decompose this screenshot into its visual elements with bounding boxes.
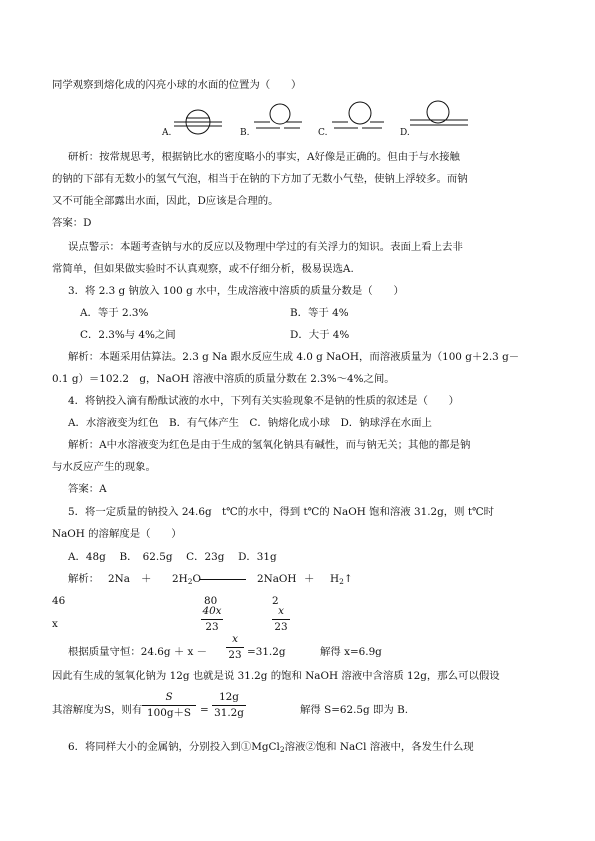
q5-stem-line2: NaOH 的溶解度是（ ）: [52, 528, 182, 540]
equation-arrow-line: [200, 579, 246, 580]
sphere-on-surface-diagram: [318, 100, 398, 140]
solubility-equals: =: [200, 704, 209, 716]
fraction-40x-denominator: 23: [205, 621, 219, 633]
q4-answer: 答案：A: [68, 483, 107, 495]
figure-option-b: [240, 100, 320, 140]
q4-options: A．水溶液变为红色 B．有气体产生 C．钠熔化成小球 D．钠球浮在水面上: [68, 417, 432, 429]
q4-stem: 4．将钠投入滴有酚酞试液的水中，下列有关实验现象不是钠的性质的叙述是（ ）: [68, 395, 460, 407]
q4-analysis-line2: 与水反应产生的现象。: [52, 461, 156, 473]
equation-plus-1: ＋: [141, 573, 152, 585]
equation-plus-2: ＋: [304, 573, 315, 585]
sphere-floating-diagram: [398, 100, 478, 140]
q6-stem: [68, 740, 474, 757]
q3-option-c: C．2.3%与 4%之间: [80, 329, 176, 341]
fraction-40x-numerator: 40x: [202, 605, 222, 617]
conservation-numerator: x: [232, 633, 238, 645]
figure-option-b-label: B.: [240, 128, 250, 138]
warning-line1: 误点警示：本题考查钠与水的反应以及物理中学过的有关浮力的知识。表面上看上去非: [68, 241, 463, 253]
equation-label: 解析：: [68, 573, 100, 585]
analysis1-line2: 的钠的下部有无数小的氢气气泡，相当于在钠的下方加了无数小气垫，使钠上浮较多。而钠: [52, 173, 468, 185]
conservation-fraction: [226, 633, 244, 662]
fraction-40x-over-23: [201, 605, 223, 634]
q5-stem-line1: 5．将一定质量的钠投入 24.6g t℃的水中，得到 t℃的 NaOH 饱和溶液 31.2g，则 t℃时: [68, 506, 495, 518]
q5-options: A．48g B． 62.5g C．23g D．31g: [68, 551, 277, 563]
q3-analysis-line1: 解析：本题采用估算法。2.3 g Na 跟水反应生成 4.0 g NaOH，而溶液质量为（100 g＋2.3 g－: [68, 351, 520, 363]
fraction-x-numerator: x: [278, 605, 284, 617]
warning-line2: 常简单，但如果做实验时不认真观察，或不仔细分析，极易误选A.: [52, 263, 354, 275]
q6-stem-suffix: 溶液②饱和 NaCl 溶液中，各发生什么现: [284, 741, 474, 753]
equation-na: 2Na: [108, 573, 130, 585]
solubility-fraction-right: [212, 691, 246, 720]
solubility-prefix: 其溶解度为S，则有: [52, 704, 143, 716]
fraction-x-denominator: 23: [274, 621, 288, 633]
figure-option-c-label: C.: [318, 128, 328, 138]
q3-stem: 3．将 2.3 g 钠放入 100 g 水中，生成溶液中溶质的质量分数是（ ）: [68, 285, 404, 297]
equation-h2o-o: O: [192, 573, 201, 585]
line-since: 因此有生成的氢氧化钠为 12g 也就是说 31.2g 的饱和 NaOH 溶液中含溶质 12g，那么可以假设: [52, 670, 500, 682]
equation-h2o-subscript: 2: [187, 577, 193, 586]
figure-option-d: [398, 100, 478, 140]
conservation-prefix: 根据质量守恒：24.6g ＋ x －: [68, 646, 208, 658]
equation-h2-h: H: [330, 573, 340, 585]
figure-option-a: [160, 100, 240, 140]
answer1: 答案：D: [52, 217, 92, 229]
figure-option-d-label: D.: [400, 128, 410, 138]
solubility-left-denominator: 100g＋S: [147, 707, 191, 719]
figure-option-a-label: A.: [162, 128, 172, 138]
equation-h2o: [172, 572, 201, 589]
conservation-suffix: =31.2g: [247, 646, 286, 658]
conservation-result: 解得 x=6.9g: [320, 646, 382, 658]
equation-naoh: 2NaOH: [257, 573, 297, 585]
equation-h2-subscript: 2: [339, 577, 344, 586]
row2-x: x: [52, 618, 58, 630]
solubility-fraction-left: [142, 691, 196, 720]
conservation-denominator: 23: [228, 649, 242, 661]
equation-up-arrow: ↑: [343, 573, 353, 585]
row1-naoh-mass: 80: [204, 595, 218, 607]
q6-stem-subscript: 2: [279, 745, 285, 754]
row1-h2-mass: 2: [272, 595, 279, 607]
q3-option-b: B．等于 4%: [290, 307, 349, 319]
row1-na-mass: 46: [52, 595, 66, 607]
analysis1-line1: 研析：按常规思考，根据钠比水的密度略小的事实，A好像是正确的。但由于与水接触: [68, 151, 460, 163]
fraction-x-over-23: [272, 605, 290, 634]
sphere-half-water-diagram: [240, 100, 320, 140]
q4-analysis-line1: 解析：A中水溶液变为红色是由于生成的氢氧化钠具有碱性，而与钠无关；其他的都是钠: [68, 439, 471, 451]
q3-option-d: D．大于 4%: [290, 329, 350, 341]
equation-h2: [330, 572, 353, 589]
solubility-right-denominator: 31.2g: [214, 707, 244, 719]
q6-stem-prefix: 6．将同样大小的金属钠，分别投入到①MgCl: [68, 741, 280, 753]
analysis1-line3: 又不可能全部露出水面，因此，D应该是合理的。: [52, 195, 279, 207]
solubility-right-numerator: 12g: [219, 691, 239, 703]
equation-h2o-h: 2H: [172, 573, 188, 585]
q3-analysis-line2: 0.1 g）＝102.2 g，NaOH 溶液中溶质的质量分数在 2.3%～4%之间。: [52, 373, 395, 385]
solubility-result: 解得 S=62.5g 即为 B.: [300, 704, 409, 716]
solubility-left-numerator: S: [165, 691, 173, 703]
q3-option-a: A．等于 2.3%: [80, 307, 149, 319]
intro-line: 同学观察到熔化成的闪亮小球的水面的位置为（ ）: [52, 79, 302, 91]
sphere-below-water-diagram: [160, 100, 240, 140]
figure-option-c: [318, 100, 398, 140]
